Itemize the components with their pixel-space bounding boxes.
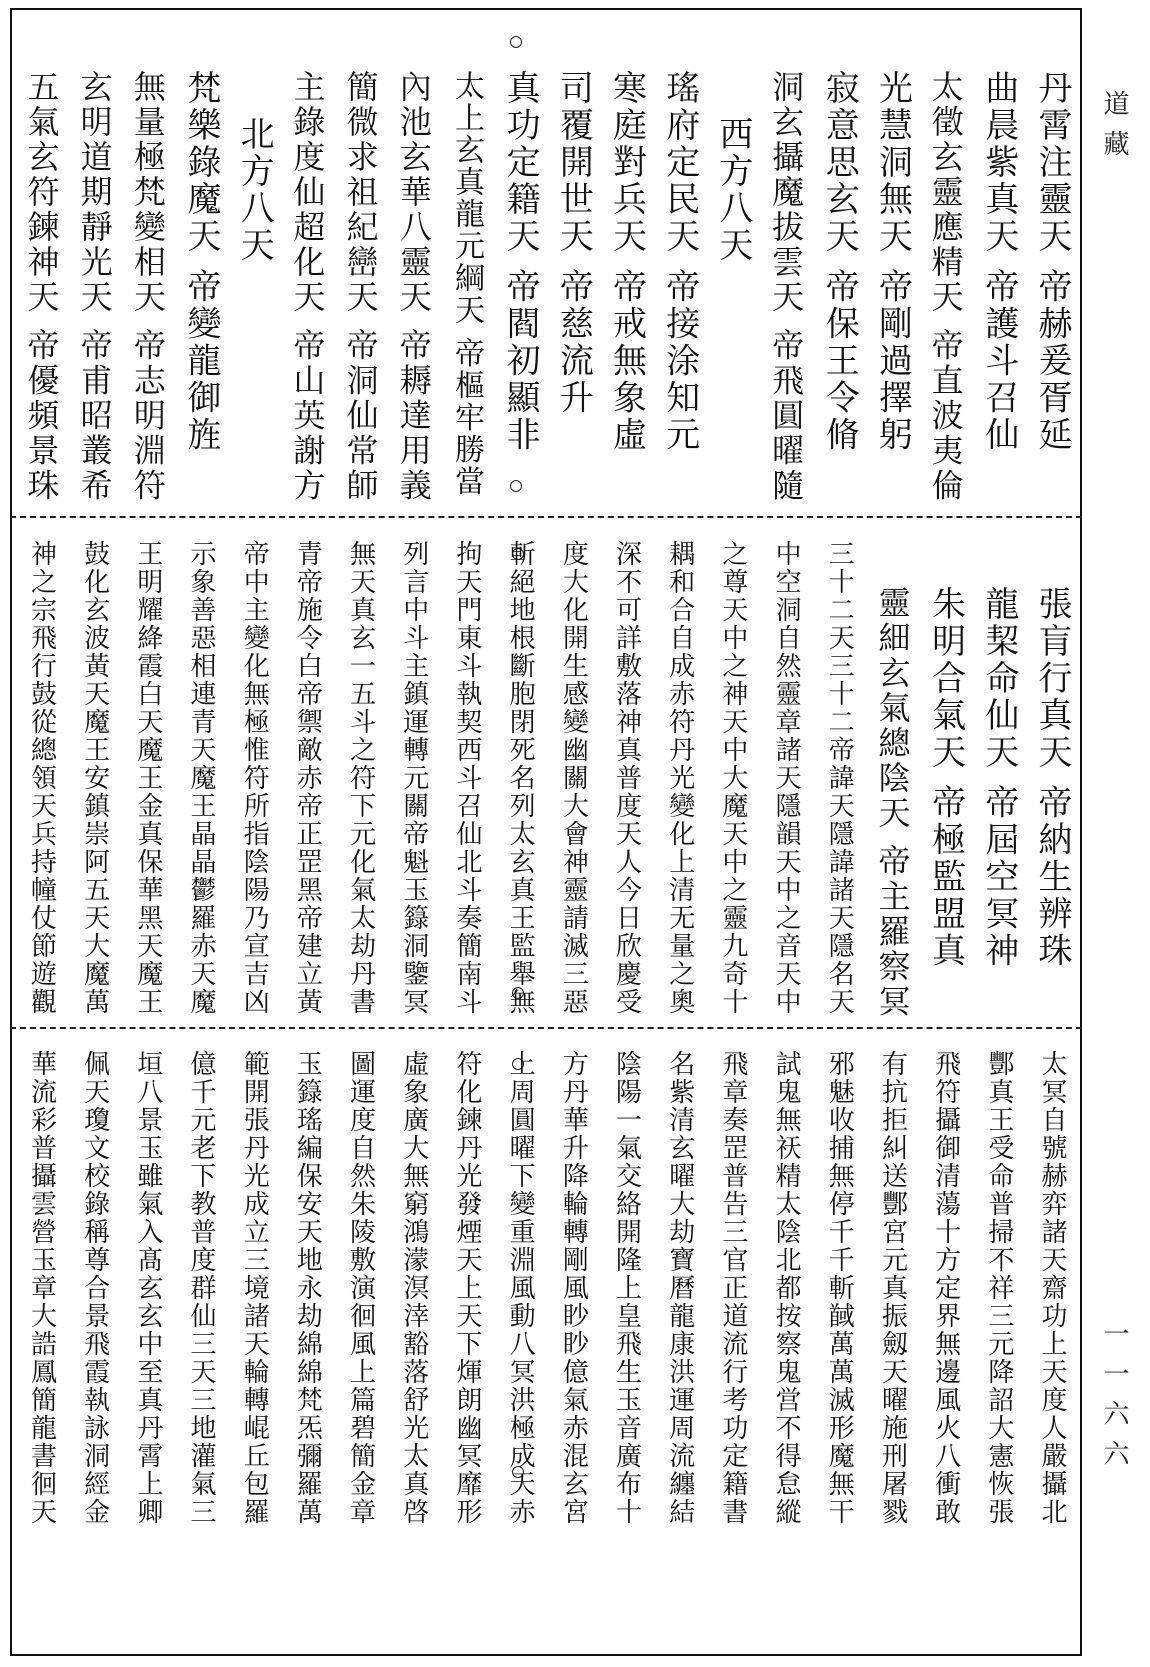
text-column: 曲晨紫真天 帝護斗召仙 xyxy=(978,70,1019,454)
text-column: 無天真玄一五斗之符下元化氣太劫丹書 xyxy=(345,540,376,1016)
text-column: 內池玄華八靈天 帝耨達用義 xyxy=(394,70,433,504)
text-column: 耦和合自成赤符丹光變化上清无量之奧 xyxy=(664,540,695,1016)
text-column: 丹霄注靈天 帝赫爰胥延 xyxy=(1032,70,1072,454)
text-column: 玉籙瑤編保安天地永劫綿綿梵炁彌羅萬 xyxy=(292,1050,323,1526)
text-column: 中空洞自然靈章諸天隱韻天中之音天中 xyxy=(771,540,802,1016)
text-column: 玄明道期靜光天 帝甫昭叢希 xyxy=(75,70,114,504)
text-column: 列言中斗主鎮運轉元關帝魁玉籙洞鑒冥 xyxy=(398,540,429,1016)
text-column: 太冥自號赫弈諸天齋功上天度人嚴攝北 xyxy=(1037,1050,1067,1526)
panel-divider-top xyxy=(10,516,1082,518)
text-column: 太徵玄靈應精天 帝直波夷倫 xyxy=(926,70,965,504)
text-column: 億千元老下教普度群仙三天三地灌氣三 xyxy=(186,1050,216,1526)
text-column: 示象善惡相連青天魔王晶晶鬱羅赤天魔 xyxy=(186,540,216,1016)
text-column: 華流彩普攝雲營玉章大誥鳳簡龍書徊天 xyxy=(26,1050,57,1526)
text-column: 符化鍊丹光發煙天上天下煇朗幽冥靡形 xyxy=(451,1050,482,1526)
text-column: 飛章奏罡普告三官正道流行考功定籍書 xyxy=(717,1050,748,1526)
text-column: 佩天瓊文校錄稱尊合景飛霞執詠洞經金 xyxy=(79,1050,110,1526)
text-column: 虛象廣大無窮鴻濛溟涬豁落舒光太真啓 xyxy=(398,1050,429,1526)
binding-circle-mark xyxy=(510,36,522,48)
section-heading: 北方八天 xyxy=(234,116,275,264)
text-column: 王明耀絳霞白天魔王金真保華黑天魔王 xyxy=(132,540,163,1016)
text-column: 陰陽一氣交絡開隆上皇飛生玉音廣布十 xyxy=(611,1050,642,1526)
text-column: 斬絕地根斷胞閉死名列太玄真王監舉無 xyxy=(505,540,536,1016)
text-column: 司覆開世天 帝慈流升 xyxy=(553,70,594,417)
text-column: 寂意思玄天 帝保王令脩 xyxy=(819,70,860,454)
text-column: 主錄度仙超化天 帝山英謝方 xyxy=(288,70,327,504)
panel-divider-bottom xyxy=(10,1027,1082,1029)
text-column: 名紫清玄曜大劫寶曆龍康洪運周流纏結 xyxy=(664,1050,695,1526)
text-column: 靈細玄氣總陰天 帝主羅察冥 xyxy=(873,586,912,1020)
text-column: 五氣玄符鍊神天 帝優頻景珠 xyxy=(22,70,61,504)
text-column: 試鬼無祆精太陰北都按察鬼営不得怠縱 xyxy=(771,1050,802,1526)
text-column: 龍栔命仙天 帝屆空冥神 xyxy=(978,586,1019,970)
text-column: 鼓化玄波黃天魔王安鎮崇阿五天大魔萬 xyxy=(79,540,110,1016)
text-column: 拘天門東斗執契西斗召仙北斗奏簡南斗 xyxy=(451,540,482,1016)
text-column: 垣八景玉雖氣入髙玄玄中至真丹霄上卿 xyxy=(132,1050,163,1526)
text-panel-3 xyxy=(14,1050,1078,1530)
text-column: 上周圓曜下變重淵風動八冥洪極成天赤 xyxy=(505,1050,536,1526)
text-column: 度大化開生感變幽關大會神靈請滅三惡 xyxy=(558,540,589,1016)
text-column: 洞玄攝魔拔雲天 帝飛圓曜隨 xyxy=(767,70,806,504)
text-column: 梵樂錄魔天 帝變龍御旌 xyxy=(181,70,221,454)
text-column: 太上玄真龍元綱天 帝樞牢勝當 xyxy=(448,70,484,498)
text-column: 帝中主變化無極惟符所指陰陽乃宣吉凶 xyxy=(239,540,270,1016)
text-column: 酆真王受命普掃不祥三元降詔大憲恢張 xyxy=(983,1050,1014,1526)
text-column: 瑤府定民天 帝接涂知元 xyxy=(659,70,700,454)
text-column: 方丹華升降輪轉剛風眇眇億氣赤混玄宮 xyxy=(558,1050,589,1526)
text-column: 範開張丹光成立三境諸天輪轉崐丘包羅 xyxy=(239,1050,270,1526)
text-column: 邪魅收捕無停千千斬馘萬萬滅形魔無干 xyxy=(824,1050,855,1526)
text-column: 青帝施令白帝禦敵赤帝正罡黑帝建立黃 xyxy=(292,540,323,1016)
text-panel-1 xyxy=(14,70,1078,510)
text-column: 圖運度自然朱陵敷演徊風上篇碧簡金章 xyxy=(345,1050,376,1526)
text-column: 無量極梵變相天 帝志明淵符 xyxy=(128,70,167,504)
text-column: 真功定籍天 帝閻初顯非 xyxy=(500,70,541,454)
text-column: 寒庭對兵天 帝戒無象虛 xyxy=(606,70,647,454)
text-column: 神之宗飛行鼓從總領天兵持幢仗節遊觀 xyxy=(26,540,57,1016)
text-panel-2 xyxy=(14,540,1078,1020)
text-column: 之尊天中之神天中大魔天中之靈九奇十 xyxy=(717,540,748,1016)
section-heading: 西方八天 xyxy=(712,116,753,264)
text-column: 朱明合氣天 帝極監盟真 xyxy=(925,586,966,970)
page-number: 一一六六 xyxy=(1099,1320,1129,1480)
text-column: 深不可詳敷落神真普度天人今日欣慶受 xyxy=(611,540,642,1016)
text-column: 飛符攝御清蕩十方定界無邊風火八衝敢 xyxy=(930,1050,961,1526)
text-column: 三十二天三十二帝諱天隱諱諸天隱名天 xyxy=(824,540,855,1016)
text-column: 簡微求祖紀巒天 帝洞仙常師 xyxy=(341,70,380,504)
collection-title: 道藏 xyxy=(1099,90,1129,170)
text-column: 張肓行真天 帝納生辨珠 xyxy=(1032,586,1072,970)
text-column: 有抗拒糾送酆宮元真振劔天曜施刑屠戮 xyxy=(877,1050,908,1526)
text-column: 光慧洞無天 帝剛過擇躬 xyxy=(872,70,913,454)
